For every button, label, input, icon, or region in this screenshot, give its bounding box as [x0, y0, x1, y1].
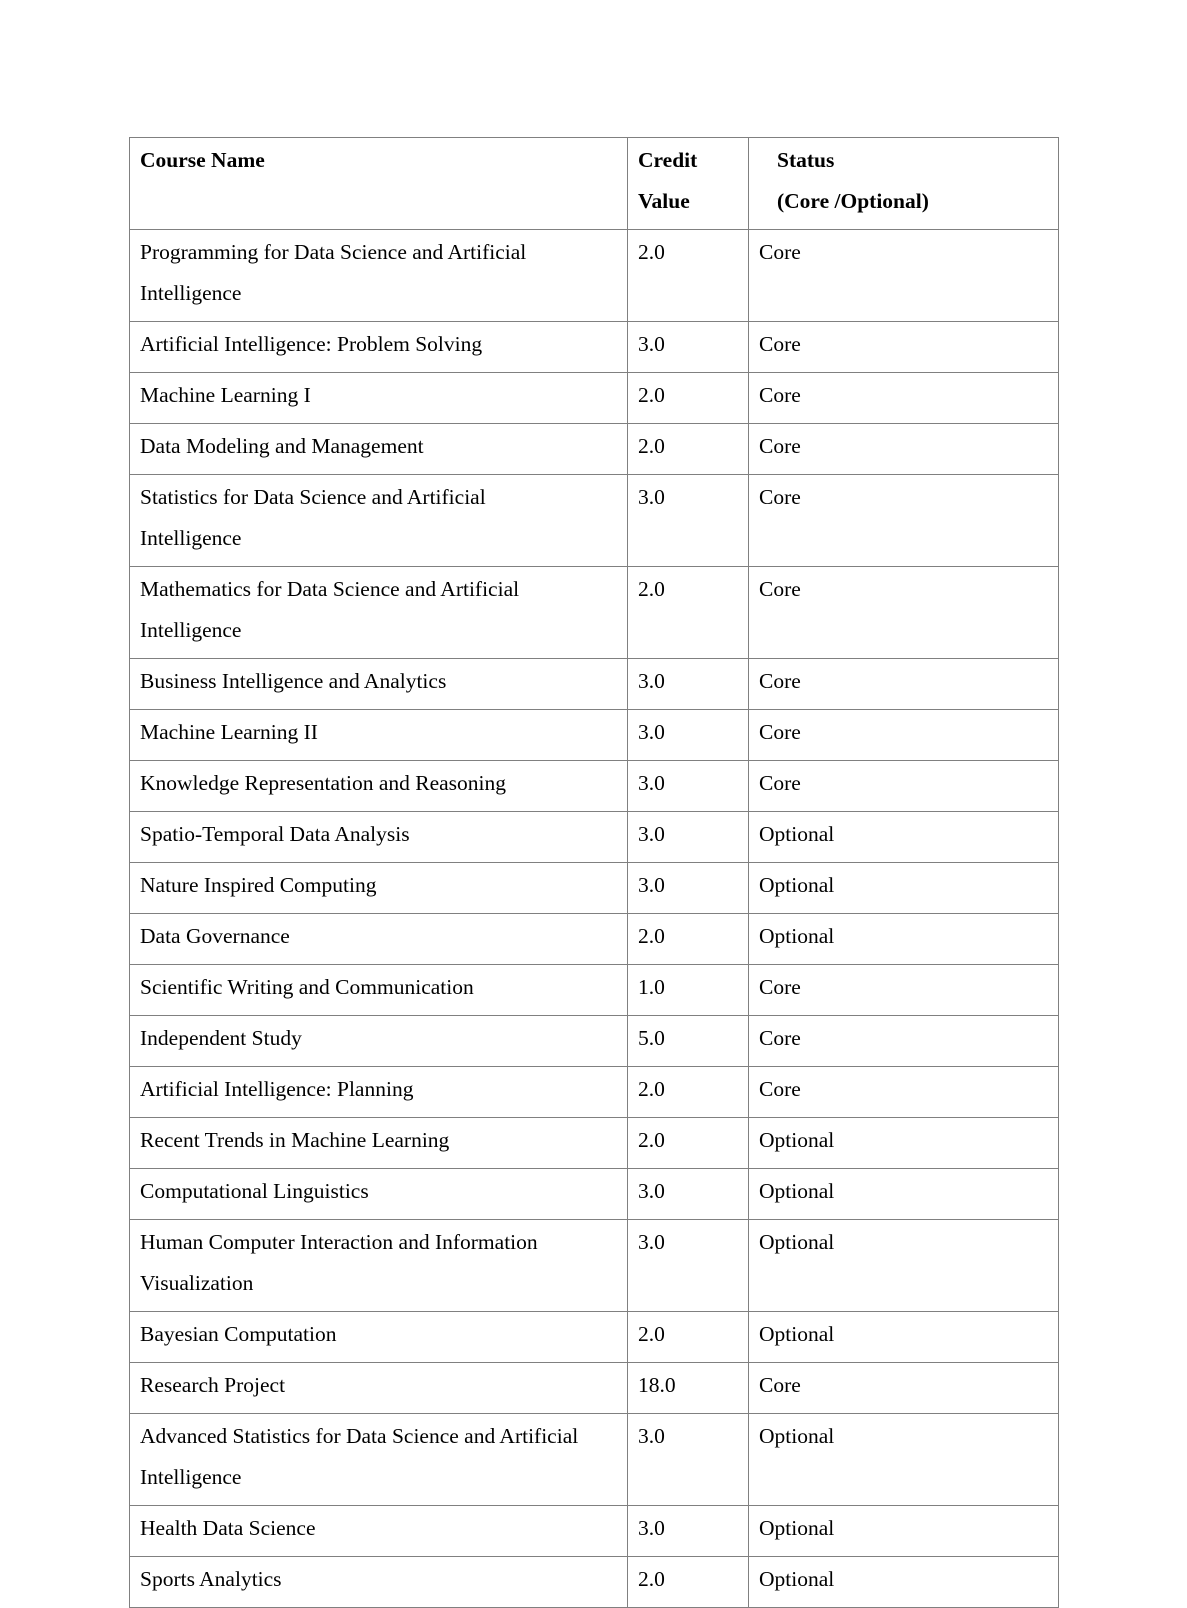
status-value: Optional — [759, 1128, 835, 1152]
course-name-line1: Business Intelligence and Analytics — [140, 669, 447, 693]
cell-course-name — [130, 1220, 628, 1312]
credit-value: 3.0 — [638, 669, 665, 693]
status-value: Core — [759, 975, 801, 999]
course-name-line1: Machine Learning I — [140, 383, 311, 407]
table-row — [130, 761, 1059, 812]
table-row — [130, 710, 1059, 761]
status-value: Core — [759, 1077, 801, 1101]
cell-credit-value — [628, 1067, 749, 1118]
cell-course-name — [130, 424, 628, 475]
course-name-line1: Bayesian Computation — [140, 1322, 337, 1346]
course-name-line1: Statistics for Data Science and Artificial — [140, 485, 486, 509]
table-row — [130, 914, 1059, 965]
table-row — [130, 863, 1059, 914]
cell-status — [749, 1016, 1059, 1067]
cell-course-name — [130, 1016, 628, 1067]
course-name-line1: Independent Study — [140, 1026, 302, 1050]
status-value: Core — [759, 1026, 801, 1050]
cell-credit-value — [628, 1016, 749, 1067]
course-name-line1: Knowledge Representation and Reasoning — [140, 771, 507, 795]
course-name-line1: Human Computer Interaction and Information — [140, 1230, 538, 1254]
cell-status — [749, 322, 1059, 373]
table-row — [130, 1414, 1059, 1506]
course-name-line2: Intelligence — [140, 526, 242, 550]
cell-course-name — [130, 1118, 628, 1169]
table-body — [130, 230, 1059, 1608]
course-name-line1: Mathematics for Data Science and Artificial — [140, 577, 520, 601]
status-value: Optional — [759, 924, 835, 948]
cell-status — [749, 914, 1059, 965]
course-name-line1: Health Data Science — [140, 1516, 316, 1540]
cell-credit-value — [628, 567, 749, 659]
status-value: Optional — [759, 1516, 835, 1540]
course-name-line2: Intelligence — [140, 618, 242, 642]
table-row — [130, 659, 1059, 710]
credit-value: 3.0 — [638, 720, 665, 744]
cell-status — [749, 1067, 1059, 1118]
cell-status — [749, 1220, 1059, 1312]
credit-value: 18.0 — [638, 1373, 676, 1397]
cell-course-name — [130, 1557, 628, 1608]
status-value: Optional — [759, 1567, 835, 1591]
cell-status — [749, 1363, 1059, 1414]
table-row — [130, 1118, 1059, 1169]
column-header-course-name-line1: Course Name — [140, 148, 265, 172]
cell-credit-value — [628, 1169, 749, 1220]
status-value: Core — [759, 240, 801, 264]
cell-course-name — [130, 1067, 628, 1118]
cell-course-name — [130, 1414, 628, 1506]
cell-credit-value — [628, 1220, 749, 1312]
status-value: Core — [759, 771, 801, 795]
table-row — [130, 1169, 1059, 1220]
course-name-line1: Nature Inspired Computing — [140, 873, 377, 897]
cell-credit-value — [628, 710, 749, 761]
course-name-line1: Advanced Statistics for Data Science and Artificial — [140, 1424, 579, 1448]
table-row — [130, 475, 1059, 567]
credit-value: 3.0 — [638, 771, 665, 795]
status-value: Core — [759, 669, 801, 693]
cell-status — [749, 1557, 1059, 1608]
credit-value: 2.0 — [638, 577, 665, 601]
table-row — [130, 424, 1059, 475]
cell-credit-value — [628, 230, 749, 322]
status-value: Optional — [759, 1179, 835, 1203]
cell-credit-value — [628, 863, 749, 914]
table-row — [130, 1506, 1059, 1557]
course-name-line1: Data Governance — [140, 924, 290, 948]
column-header-status-line1: Status — [777, 148, 835, 172]
credit-value: 2.0 — [638, 383, 665, 407]
cell-course-name — [130, 475, 628, 567]
table-row — [130, 1557, 1059, 1608]
cell-credit-value — [628, 1557, 749, 1608]
credit-value: 2.0 — [638, 1322, 665, 1346]
cell-course-name — [130, 1363, 628, 1414]
cell-course-name — [130, 1169, 628, 1220]
cell-status — [749, 567, 1059, 659]
course-name-line1: Research Project — [140, 1373, 286, 1397]
table-row — [130, 567, 1059, 659]
credit-value: 3.0 — [638, 485, 665, 509]
table-row — [130, 322, 1059, 373]
cell-credit-value — [628, 812, 749, 863]
table-row — [130, 812, 1059, 863]
table-row — [130, 1312, 1059, 1363]
cell-course-name — [130, 761, 628, 812]
status-value: Optional — [759, 1230, 835, 1254]
cell-status — [749, 965, 1059, 1016]
status-value: Core — [759, 577, 801, 601]
column-header-credit-value — [628, 138, 749, 230]
cell-credit-value — [628, 424, 749, 475]
cell-status — [749, 761, 1059, 812]
column-header-course-name-line2 — [140, 188, 627, 229]
course-name-line1: Recent Trends in Machine Learning — [140, 1128, 450, 1152]
credit-value: 3.0 — [638, 1230, 665, 1254]
credit-value: 1.0 — [638, 975, 665, 999]
column-header-status — [749, 138, 1059, 230]
cell-status — [749, 812, 1059, 863]
cell-course-name — [130, 1312, 628, 1363]
course-name-line2: Intelligence — [140, 281, 242, 305]
status-value: Core — [759, 332, 801, 356]
credit-value: 2.0 — [638, 1077, 665, 1101]
course-name-line1: Programming for Data Science and Artificial — [140, 240, 527, 264]
status-value: Core — [759, 485, 801, 509]
course-name-line1: Artificial Intelligence: Problem Solving — [140, 332, 483, 356]
cell-credit-value — [628, 373, 749, 424]
cell-credit-value — [628, 475, 749, 567]
status-value: Core — [759, 1373, 801, 1397]
course-table — [129, 137, 1059, 1608]
cell-credit-value — [628, 1414, 749, 1506]
header-row — [130, 138, 1059, 230]
credit-value: 2.0 — [638, 434, 665, 458]
credit-value: 2.0 — [638, 924, 665, 948]
cell-status — [749, 373, 1059, 424]
course-name-line2: Intelligence — [140, 1465, 242, 1489]
credit-value: 2.0 — [638, 1128, 665, 1152]
cell-status — [749, 475, 1059, 567]
cell-status — [749, 1506, 1059, 1557]
course-table-container — [129, 137, 1058, 1608]
cell-status — [749, 659, 1059, 710]
status-value: Core — [759, 383, 801, 407]
cell-status — [749, 230, 1059, 322]
table-row — [130, 230, 1059, 322]
table-row — [130, 1016, 1059, 1067]
column-header-course-name — [130, 138, 628, 230]
cell-course-name — [130, 567, 628, 659]
cell-course-name — [130, 659, 628, 710]
cell-course-name — [130, 863, 628, 914]
cell-status — [749, 424, 1059, 475]
cell-credit-value — [628, 914, 749, 965]
cell-credit-value — [628, 1312, 749, 1363]
course-name-line1: Machine Learning II — [140, 720, 318, 744]
cell-credit-value — [628, 1506, 749, 1557]
course-name-line2: Visualization — [140, 1271, 254, 1295]
table-row — [130, 1363, 1059, 1414]
cell-course-name — [130, 373, 628, 424]
cell-credit-value — [628, 322, 749, 373]
cell-course-name — [130, 914, 628, 965]
credit-value: 3.0 — [638, 332, 665, 356]
status-value: Optional — [759, 1424, 835, 1448]
course-name-line1: Spatio-Temporal Data Analysis — [140, 822, 410, 846]
cell-course-name — [130, 322, 628, 373]
cell-status — [749, 710, 1059, 761]
cell-credit-value — [628, 1363, 749, 1414]
cell-status — [749, 1312, 1059, 1363]
table-row — [130, 1067, 1059, 1118]
column-header-credit-line1: Credit — [638, 148, 698, 172]
cell-course-name — [130, 710, 628, 761]
course-name-line1: Scientific Writing and Communication — [140, 975, 474, 999]
course-name-line1: Data Modeling and Management — [140, 434, 424, 458]
table-row — [130, 965, 1059, 1016]
credit-value: 2.0 — [638, 240, 665, 264]
cell-credit-value — [628, 761, 749, 812]
status-value: Optional — [759, 1322, 835, 1346]
credit-value: 5.0 — [638, 1026, 665, 1050]
table-row — [130, 373, 1059, 424]
cell-status — [749, 1414, 1059, 1506]
cell-course-name — [130, 230, 628, 322]
course-name-line1: Artificial Intelligence: Planning — [140, 1077, 414, 1101]
credit-value: 2.0 — [638, 1567, 665, 1591]
status-value: Optional — [759, 873, 835, 897]
cell-credit-value — [628, 659, 749, 710]
cell-course-name — [130, 965, 628, 1016]
cell-credit-value — [628, 1118, 749, 1169]
credit-value: 3.0 — [638, 1179, 665, 1203]
cell-course-name — [130, 812, 628, 863]
cell-credit-value — [628, 965, 749, 1016]
status-value: Core — [759, 720, 801, 744]
cell-status — [749, 1169, 1059, 1220]
column-header-credit-line2: Value — [638, 189, 690, 213]
column-header-status-line2: (Core /Optional) — [777, 189, 929, 213]
table-header — [130, 138, 1059, 230]
status-value: Optional — [759, 822, 835, 846]
credit-value: 3.0 — [638, 873, 665, 897]
status-value: Core — [759, 434, 801, 458]
table-row — [130, 1220, 1059, 1312]
credit-value: 3.0 — [638, 822, 665, 846]
course-name-line1: Sports Analytics — [140, 1567, 282, 1591]
cell-status — [749, 1118, 1059, 1169]
credit-value: 3.0 — [638, 1424, 665, 1448]
credit-value: 3.0 — [638, 1516, 665, 1540]
course-name-line1: Computational Linguistics — [140, 1179, 369, 1203]
cell-course-name — [130, 1506, 628, 1557]
cell-status — [749, 863, 1059, 914]
